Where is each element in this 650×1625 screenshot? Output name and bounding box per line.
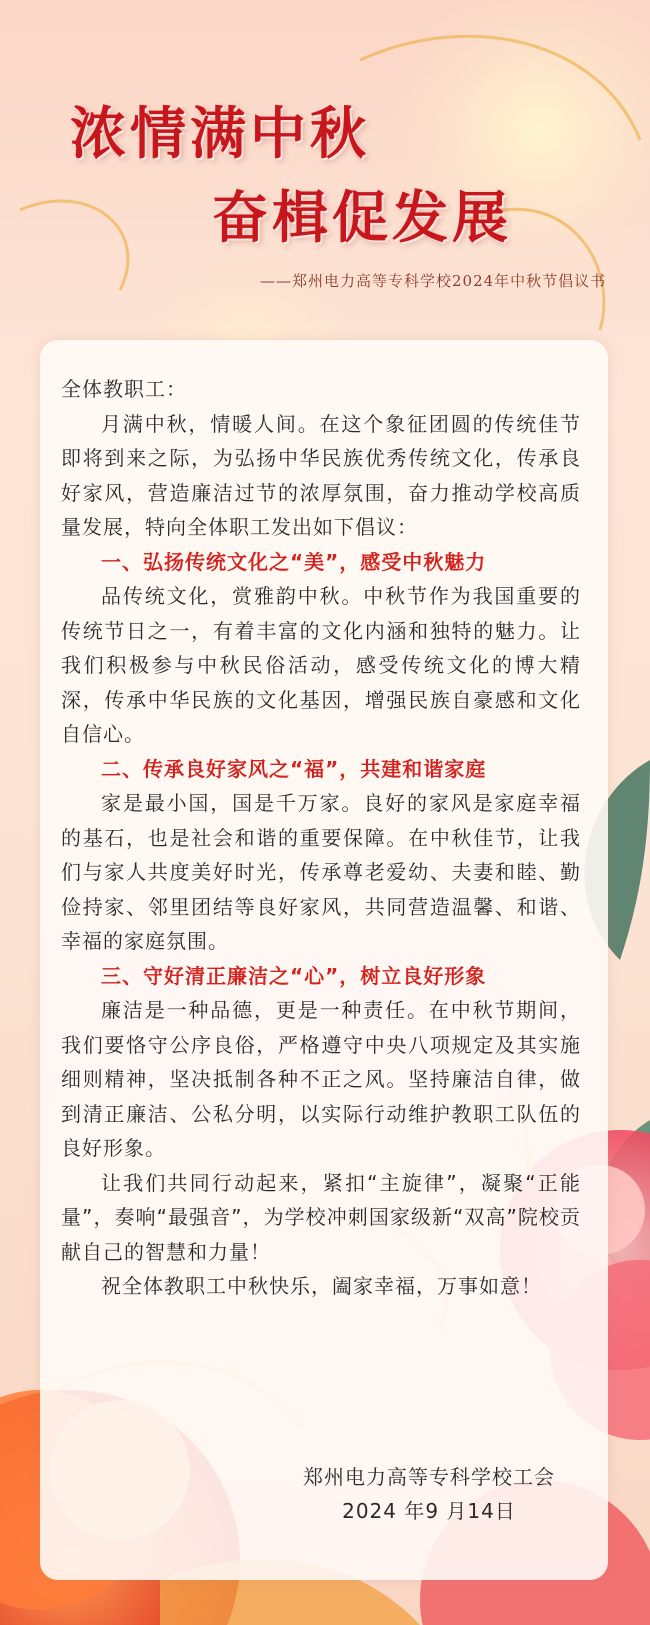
title-line-1: 浓情满中秋 [70,101,370,167]
call-to-action-paragraph: 让我们共同行动起来，紧扣“主旋律”，凝聚“正能量”，奏响“最强音”，为学校冲刺国家级新“双高”院校贡献自己的智慧和力量！ [61,1170,581,1264]
signature-org: 郑州电力高等专科学校工会 [303,1465,555,1489]
section-heading: 三、守好清正廉洁之“心”，树立良好形象 [101,963,487,988]
section-body: 家是最小国，国是千万家。良好的家风是家庭幸福的基石，也是社会和谐的重要保障。在中秋佳节，让我们与家人共度美好时光，传承尊老爱幼、夫妻和睦、勤俭持家、邻里团结等良好家风，共同营造温馨、和谐、幸福的家庭氛围。 [61,791,581,953]
title-line-2: 奋楫促发展 [212,185,512,251]
signature-date: 2024 年9 月14日 [342,1499,516,1523]
section-body: 廉洁是一种品德，更是一种责任。在中秋节期间，我们要恪守公序良俗，严格遵守中央八项规定及其实施细则精神，坚决抵制各种不正之风。坚持廉洁自律，做到清正廉洁、公私分明，以实际行动维护教职工队伍的良好形象。 [61,998,581,1160]
section-body: 品传统文化，赏雅韵中秋。中秋节作为我国重要的传统节日之一，有着丰富的文化内涵和独特的魅力。让我们积极参与中秋民俗活动，感受传统文化的博大精深，传承中华民族的文化基因，增强民族自豪感和文化自信心。 [61,584,581,746]
signature [303,1460,555,1528]
section-heading: 二、传承良好家风之“福”，共建和谐家庭 [101,756,487,781]
intro-paragraph: 月满中秋，情暖人间。在这个象征团圆的传统佳节即将到来之际，为弘扬中华民族优秀传统文化，传承良好家风，营造廉洁过节的浓厚氛围，奋力推动学校高质量发展，特向全体职工发出如下倡议： [61,411,581,539]
letter-body [61,372,581,1304]
salutation: 全体教职工： [61,377,187,401]
header [0,0,650,330]
closing-paragraph: 祝全体教职工中秋快乐，阖家幸福，万事如意！ [101,1274,542,1298]
section-heading: 一、弘扬传统文化之“美”，感受中秋魅力 [101,549,487,574]
subtitle: ——郑州电力高等专科学校2024年中秋节倡议书 [260,272,607,290]
